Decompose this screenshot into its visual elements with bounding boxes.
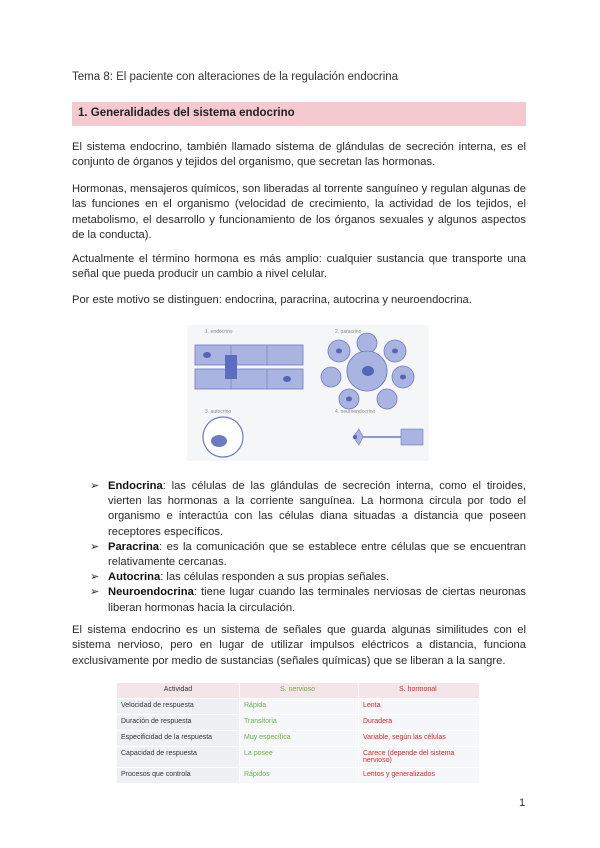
target-cell [401, 429, 423, 445]
panel-label-autocrine: 3. autocrino [205, 409, 232, 415]
panel-label-neuroendocrine: 4. neuroendocrino [335, 409, 376, 415]
cell-row-top [195, 345, 303, 365]
table-cell: Transitoria [240, 715, 359, 731]
signaling-types-list [90, 479, 526, 616]
arrow-icon: ➢ [90, 540, 100, 553]
section-heading: 1. Generalidades del sistema endocrino [72, 102, 526, 126]
table-cell: Variable, según las células [359, 731, 480, 747]
table-row [117, 715, 480, 731]
list-item-autocrina [90, 570, 526, 585]
arrow-icon: ➢ [90, 480, 100, 492]
paragraph-comparison: El sistema endocrino es un sistema de señales que guarda algunas similitudes con el sistema nervioso, pero en lugar de utilizar impulsos eléctricos a distancia, funciona exclusivamente por medio de sustancias (señales químicas) que se liberan a la sangre. [72, 624, 526, 667]
list-item-paracrina [90, 540, 526, 570]
signaling-diagram [187, 325, 429, 461]
blood-vessel [225, 355, 237, 379]
arrow-icon: ➢ [90, 571, 100, 584]
term-neuroendocrina: Neuroendocrina [108, 586, 194, 599]
table-row [117, 699, 480, 715]
panel-label-paracrine: 2. paracrino [335, 329, 362, 335]
comparison-table [116, 682, 480, 784]
table-cell: Muy específica [240, 731, 359, 747]
arrow-icon: ➢ [90, 586, 100, 599]
page-number: 1 [519, 797, 526, 809]
table-cell: Lentos y generalizados [359, 768, 480, 784]
table-cell: Carece (depende del sistema nervioso) [359, 747, 480, 768]
table-cell: Lenta [359, 699, 480, 715]
table-cell: Capacidad de respuesta [117, 747, 240, 768]
paragraph-definition: El sistema endocrino, también llamado sistema de glándulas de secreción interna, es el conjunto de órganos y tejidos del organismo, que secretan las hormonas. [72, 141, 526, 169]
table-row [117, 768, 480, 784]
table-cell: Velocidad de respuesta [117, 699, 240, 715]
table-cell: Rápida [240, 699, 359, 715]
paragraph-hormone-term: Actualmente el término hormona es más amplio: cualquier sustancia que transporte una señal que pueda producir un cambio a nivel celular. [72, 253, 526, 281]
header-hormonal: S. hormonal [359, 683, 480, 699]
paragraph-hormones: Hormonas, mensajeros químicos, son liberadas al torrente sanguíneo y regulan algunas de las funciones en el organismo (velocidad de crecimiento, la actividad de los tejidos, el metabolismo, el desarrollo y funcionamiento de los órganos sexuales y algunos aspectos de la conducta). [72, 183, 526, 242]
paragraph-types: Por este motivo se distinguen: endocrina, paracrina, autocrina y neuroendocrina. [72, 294, 472, 306]
signaling-types-figure [187, 325, 429, 461]
panel-label-endocrine: 1. endocrino [205, 329, 233, 335]
desc-neuroendocrina: : tiene lugar cuando las terminales nerviosas de ciertas neuronas liberan hormonas hacia la circulación. [108, 586, 526, 614]
table-row [117, 747, 480, 768]
table-header-row [117, 683, 480, 699]
term-autocrina: Autocrina [108, 571, 161, 584]
table-row [117, 731, 480, 747]
desc-autocrina: : las células responden a sus propias señales. [160, 571, 390, 584]
header-nervioso: S. nervioso [240, 683, 359, 699]
term-endocrina: Endocrina [108, 480, 163, 492]
list-item-neuroendocrina [90, 585, 526, 615]
header-actividad: Actividad [117, 683, 240, 699]
desc-paracrina: : es la comunicación que se establece entre células que se encuentran relativamente cercanas. [108, 540, 526, 569]
table-cell: La posee [240, 747, 359, 768]
document-topic: Tema 8: El paciente con alteraciones de la regulación endocrina [72, 71, 399, 83]
table-cell: Rápidos [240, 768, 359, 784]
table-cell: Duradera [359, 715, 480, 731]
table-cell: Procesos que controla [117, 768, 240, 784]
term-paracrina: Paracrina [108, 540, 159, 553]
desc-endocrina: : las células de las glándulas de secreción interna, como el tiroides, vierten las hormonas a la corriente sanguínea. La hormona circula por todo el organismo e interactúa con las células diana situadas a distancia que poseen receptores específicos. [108, 480, 526, 538]
list-item-endocrina [90, 479, 526, 540]
table-cell: Especificidad de la respuesta [117, 731, 240, 747]
table-cell: Duración de respuesta [117, 715, 240, 731]
